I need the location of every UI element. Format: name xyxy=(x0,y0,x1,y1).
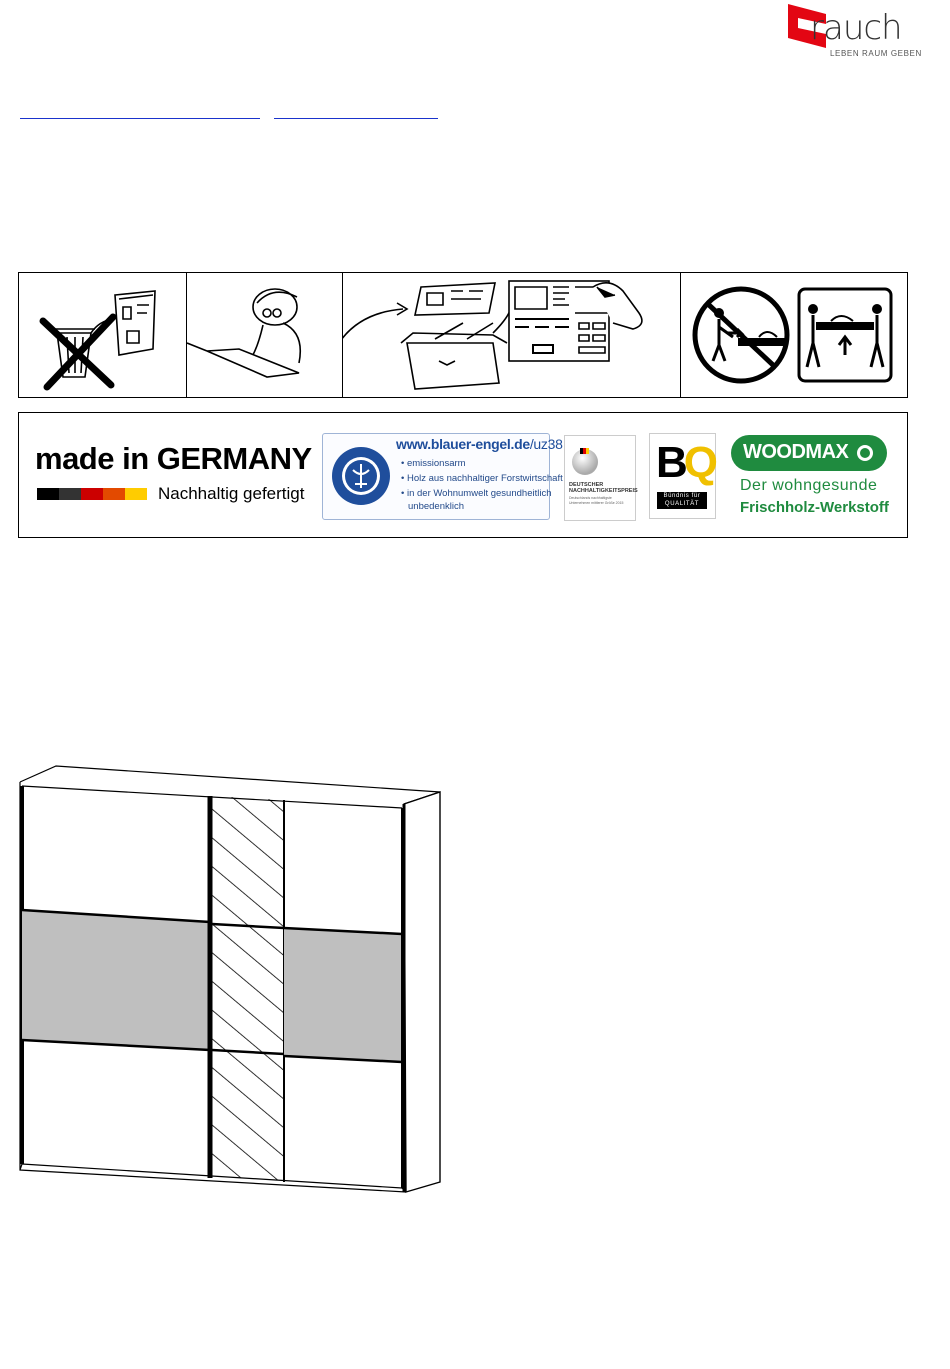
stripe-segment xyxy=(59,488,81,500)
bq-logo xyxy=(656,438,714,488)
stripe-segment xyxy=(103,488,125,500)
header-link-2[interactable] xyxy=(274,100,438,119)
award-subtitle: Deutschlands nachhaltigste Unternehmen mittlerer Größe 2015 xyxy=(569,496,624,505)
woodmax-label xyxy=(731,433,891,523)
blauer-engel-label xyxy=(322,433,563,520)
bq-line2: QUALITÄT xyxy=(664,501,700,507)
bq-q: Q xyxy=(683,438,715,487)
woodmax-name: WOODMAX xyxy=(743,441,849,463)
award-sphere-icon xyxy=(565,436,635,482)
blauer-engel-url xyxy=(396,436,563,452)
woodmax-line2: Frischholz-Werkstoff xyxy=(740,499,889,516)
url-main: www.blauer-engel.de xyxy=(396,436,530,452)
engel-bullet: • in der Wohnumwelt gesundheitlich xyxy=(401,488,552,499)
sliding-door-wardrobe-illustration xyxy=(16,760,456,1205)
header-link-1[interactable] xyxy=(20,100,260,119)
stripe-segment xyxy=(125,488,147,500)
brand-name: rauch xyxy=(810,8,902,48)
no-discard-manual-icon xyxy=(19,273,187,397)
made-in-germany-title: made in GERMANY xyxy=(35,441,312,476)
brand-logo xyxy=(786,2,922,62)
made-in-germany-subtitle: Nachhaltig gefertigt xyxy=(158,484,305,503)
engel-bullet: • emissionsarm xyxy=(401,458,466,469)
read-manual-icon xyxy=(187,273,343,397)
url-suffix: /uz38 xyxy=(529,436,563,452)
stripe-segment xyxy=(37,488,59,500)
stripe-segment xyxy=(81,488,103,500)
color-stripe xyxy=(37,487,147,499)
bq-line1: Bündnis für xyxy=(663,493,701,499)
nachhaltigkeitspreis-label xyxy=(564,435,636,521)
brand-tagline: LEBEN RAUM GEBEN xyxy=(830,49,922,58)
blauer-engel-seal-icon xyxy=(331,444,391,508)
two-person-carry-icon xyxy=(681,273,907,397)
keep-parts-and-manual-icon xyxy=(343,273,681,397)
bq-text xyxy=(657,492,707,509)
certificate-strip xyxy=(18,412,908,538)
woodmax-line1: Der wohngesunde xyxy=(740,477,878,494)
engel-bullet: • Holz aus nachhaltiger Forstwirtschaft xyxy=(401,473,563,484)
bq-label xyxy=(649,433,716,519)
bq-b: B xyxy=(656,438,684,487)
instruction-strip xyxy=(18,272,908,398)
woodmax-badge xyxy=(731,435,887,471)
award-title: DEUTSCHER NACHHALTIGKEITSPREIS xyxy=(569,482,638,494)
woodmax-dot-icon xyxy=(857,445,873,461)
engel-bullet: unbedenklich xyxy=(408,501,464,512)
